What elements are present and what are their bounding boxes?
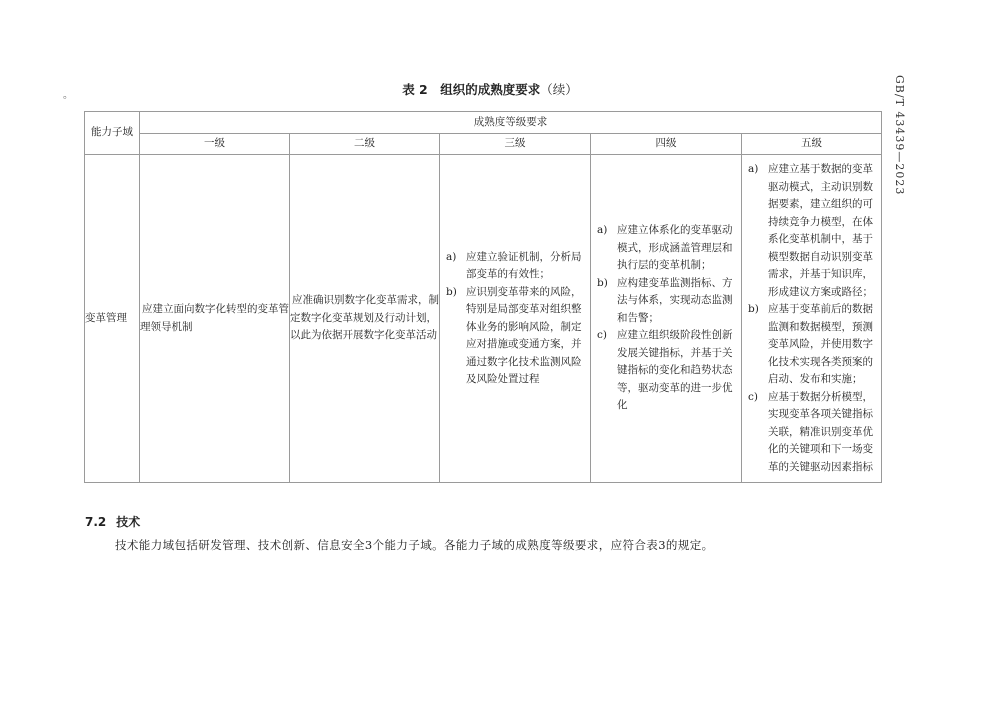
header-level-1: 一级: [140, 134, 290, 155]
level-4-list: [591, 222, 741, 415]
header-level-3: 三级: [440, 134, 591, 155]
list-item: b) 应构建变革监测指标、方法与体系，实现动态监测和告警；: [597, 276, 733, 324]
section-heading: [85, 513, 140, 530]
list-item: a) 应建立基于数据的变革驱动模式，主动识别数据要素，建立组织的可持续竞争力模型，在体系化变革机制中，基于模型数据自动识别变革需求，并基于知识库，形成建议方案或路径；: [748, 163, 873, 298]
header-level-2: 二级: [290, 134, 440, 155]
list-item: b) 应识别变革带来的风险，特别是局部变革对组织整体业务的影响风险，制定应对措施或变通方案，并通过数字化技术监测风险及风险处置过程: [446, 285, 582, 385]
table-caption-title: 表 2 组织的成熟度要求: [402, 82, 541, 97]
level-5-cell: [742, 155, 882, 483]
list-item: b) 应基于变革前后的数据监测和数据模型，预测变革风险，并使用数字化技术实现各类预案的启动、发布和实施；: [748, 303, 873, 385]
level-1-cell: 应建立面向数字化转型的变革管理领导机制: [140, 155, 290, 483]
section-title: 技术: [116, 515, 141, 529]
header-level-4: 四级: [591, 134, 742, 155]
table-row: [85, 155, 882, 483]
maturity-table: [84, 111, 882, 483]
list-item: c) 应建立组织级阶段性创新发展关键指标，并基于关键指标的变化和趋势状态等，驱动变革的进一步优化: [597, 329, 733, 412]
section-paragraph: 技术能力域包括研发管理、技术创新、信息安全3个能力子域。各能力子域的成熟度等级要求，应符合表3的规定。: [115, 538, 714, 552]
level-3-cell: [440, 155, 591, 483]
header-maturity-requirements: 成熟度等级要求: [140, 112, 882, 134]
level-5-list: [742, 161, 881, 476]
header-capability-domain: 能力子域: [85, 112, 140, 155]
section-number: 7.2: [85, 515, 107, 529]
level-4-cell: [591, 155, 742, 483]
level-2-cell: 应准确识别数字化变革需求，制定数字化变革规划及行动计划，以此为依据开展数字化变革活动: [290, 155, 440, 483]
list-item: c) 应基于数据分析模型，实现变革各项关键指标关联，精准识别变革优化的关键项和下一场变革的关键驱动因素指标: [748, 390, 873, 473]
table-caption: [0, 80, 980, 98]
standard-code-vertical: GB/T 43439—2023: [893, 75, 906, 196]
level-3-list: [440, 249, 590, 389]
domain-cell: 变革管理: [85, 155, 140, 483]
table-caption-continued: （续）: [540, 82, 578, 97]
list-item: a) 应建立体系化的变革驱动模式，形成涵盖管理层和执行层的变革机制；: [597, 224, 733, 272]
header-level-5: 五级: [742, 134, 882, 155]
margin-mark: 。: [63, 90, 73, 101]
list-item: a) 应建立验证机制，分析局部变革的有效性；: [446, 250, 582, 280]
